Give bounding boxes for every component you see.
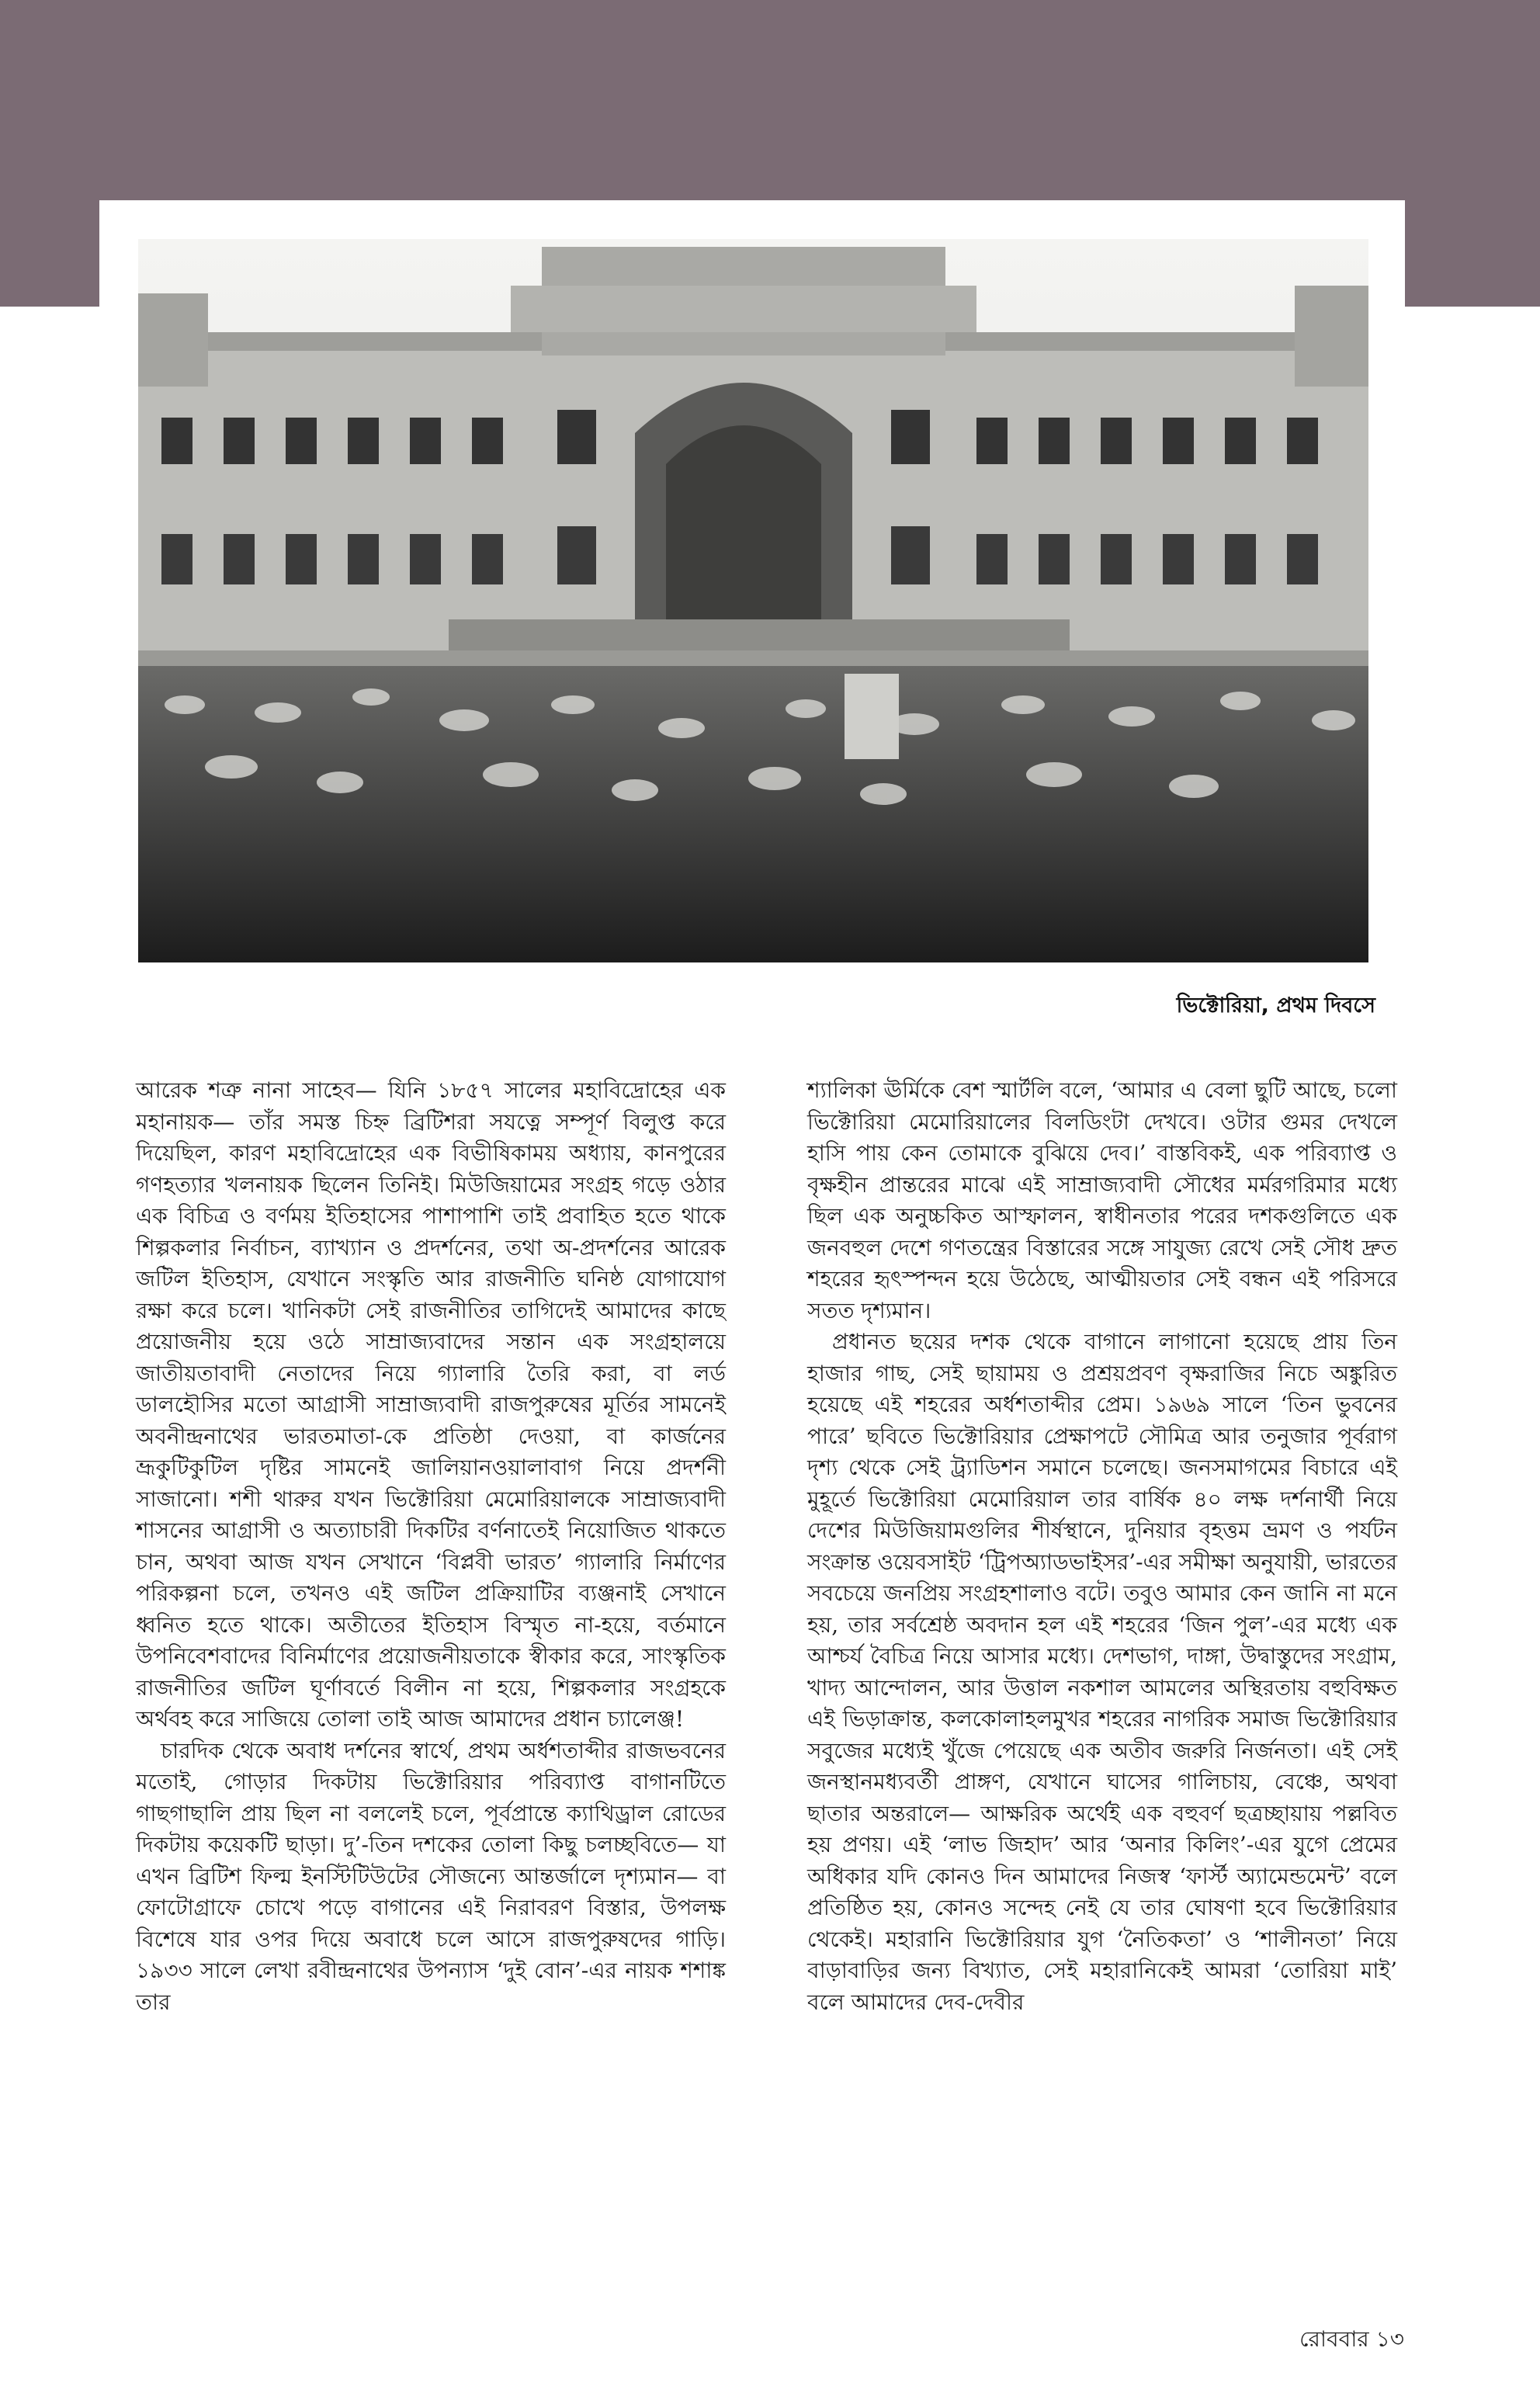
photo-frame — [99, 200, 1405, 1023]
page-footer: রোববার ১৩ — [1299, 2326, 1404, 2352]
paragraph: শ্যালিকা ঊর্মিকে বেশ স্মার্টলি বলে, ‘আমার এ বেলা ছুটি আছে, চলো ভিক্টোরিয়া মেমোরিয়ালের বিলডিংটা দেখবে। ওটার গুমর দেখলে হাসি পায় কেন তোমাকে বুঝিয়ে দেব।’ বাস্তবিকই, এক পরিব্যাপ্ত ও বৃক্ষহীন প্রান্তরের মাঝে এই সাম্রাজ্যবাদী সৌধের মর্মরগরিমার মধ্যে ছিল এক অনুচ্চকিত আস্ফালন, স্বাধীনতার পরের দশকগুলিতে এক জনবহুল দেশে গণতন্ত্রের বিস্তারের সঙ্গে সাযুজ্য রেখে সেই সৌধ দ্রুত শহরের হৃৎস্পন্দন হয়ে উঠেছে, আত্মীয়তার সেই বন্ধন এই পরিসরে সতত দৃশ্যমান। — [807, 1077, 1397, 1323]
paragraph: চারদিক থেকে অবাধ দর্শনের স্বার্থে, প্রথম অর্ধশতাব্দীর রাজভবনের মতোই, গোড়ার দিকটায় ভিক্টোরিয়ার পরিব্যাপ্ত বাগানটিতে গাছগাছালি প্রায় ছিল না বললেই চলে, পূর্বপ্রান্তে ক্যাথিড্রাল রোডের দিকটায় কয়েকটি ছাড়া। দু’-তিন দশকের তোলা কিছু চলচ্ছবিতে— যা এখন ব্রিটিশ ফিল্ম ইনস্টিটিউটের সৌজন্যে আন্তর্জালে দৃশ্যমান— বা ফোটোগ্রাফে চোখে পড়ে বাগানের এই নিরাবরণ বিস্তার, উপলক্ষ বিশেষে যার ওপর দিয়ে অবাধে চলে আসে রাজপুরুষদের গাড়ি। ১৯৩৩ সালে লেখা রবীন্দ্রনাথের উপন্যাস ‘দুই বোন’-এর নায়ক শশাঙ্ক তার — [136, 1737, 726, 2015]
photo-illustration — [138, 239, 1368, 962]
paragraph: আরেক শত্রু নানা সাহেব— যিনি ১৮৫৭ সালের মহাবিদ্রোহের এক মহানায়ক— তাঁর সমস্ত চিহ্ন ব্রিটিশরা সযত্নে সম্পূর্ণ বিলুপ্ত করে দিয়েছিল, কারণ মহাবিদ্রোহের এক বিভীষিকাময় অধ্যায়, কানপুরের গণহত্যার খলনায়ক ছিলেন তিনিই। মিউজিয়ামের সংগ্রহ গড়ে ওঠার এক বিচিত্র ও বর্ণময় ইতিহাসের পাশাপাশি তাই প্রবাহিত হতে থাকে শিল্পকলার নির্বাচন, ব্যাখ্যান ও প্রদর্শনের, তথা অ-প্রদর্শনের আরেক জটিল ইতিহাস, যেখানে সংস্কৃতি আর রাজনীতি ঘনিষ্ঠ যোগাযোগ রক্ষা করে চলে। খানিকটা সেই রাজনীতির তাগিদেই আমাদের কাছে প্রয়োজনীয় হয়ে ওঠে সাম্রাজ্যবাদের সন্তান এক সংগ্রহালয়ে জাতীয়তাবাদী নেতাদের নিয়ে গ্যালারি তৈরি করা, বা লর্ড ডালহৌসির মতো আগ্রাসী সাম্রাজ্যবাদী রাজপুরুষের মূর্তির সামনেই অবনীন্দ্রনাথের ভারতমাতা-কে প্রতিষ্ঠা দেওয়া, বা কার্জনের ভ্রূকুটিকুটিল দৃষ্টির সামনেই জালিয়ানওয়ালাবাগ নিয়ে প্রদর্শনী সাজানো। শশী থারুর যখন ভিক্টোরিয়া মেমোরিয়ালকে সাম্রাজ্যবাদী শাসনের আগ্রাসী ও অত্যাচারী দিকটির বর্ণনাতেই নিয়োজিত থাকতে চান, অথবা আজ যখন সেখানে ‘বিপ্লবী ভারত’ গ্যালারি নির্মাণের পরিকল্পনা চলে, তখনও এই জটিল প্রক্রিয়াটির ব্যঞ্জনাই সেখানে ধ্বনিত হতে থাকে। অতীতের ইতিহাস বিস্মৃত না-হয়ে, বর্তমানে উপনিবেশবাদের বিনির্মাণের প্রয়োজনীয়তাকে স্বীকার করে, সাংস্কৃতিক রাজনীতির জটিল ঘূর্ণাবর্তে বিলীন না হয়ে, শিল্পকলার সংগ্রহকে অর্থবহ করে সাজিয়ে তোলা তাই আজ আমাদের প্রধান চ্যালেঞ্জ! — [136, 1077, 726, 1732]
photo-caption: ভিক্টোরিয়া, প্রথম দিবসে — [1176, 994, 1375, 1018]
paragraph: প্রধানত ছয়ের দশক থেকে বাগানে লাগানো হয়েছে প্রায় তিন হাজার গাছ, সেই ছায়াময় ও প্রশ্রয়প্রবণ বৃক্ষরাজির নিচে অঙ্কুরিত হয়েছে এই শহরের অর্ধশতাব্দীর প্রেম। ১৯৬৯ সালে ‘তিন ভুবনের পারে’ ছবিতে ভিক্টোরিয়ার প্রেক্ষাপটে সৌমিত্র আর তনুজার পূর্বরাগ দৃশ্য থেকে সেই ট্র্যাডিশন সমানে চলেছে। জনসমাগমের বিচারে এই মুহূর্তে ভিক্টোরিয়া মেমোরিয়াল তার বার্ষিক ৪০ লক্ষ দর্শনার্থী নিয়ে দেশের মিউজিয়ামগুলির শীর্ষস্থানে, দুনিয়ার বৃহত্তম ভ্রমণ ও পর্যটন সংক্রান্ত ওয়েবসাইট ‘ট্রিপঅ্যাডভাইসর’-এর সমীক্ষা অনুযায়ী, ভারতের সবচেয়ে জনপ্রিয় সংগ্রহশালাও বটে। তবুও আমার কেন জানি না মনে হয়, তার সর্বশ্রেষ্ঠ অবদান হল এই শহরের ‘জিন পুল’-এর মধ্যে এক আশ্চর্য বৈচিত্র নিয়ে আসার মধ্যে। দেশভাগ, দাঙ্গা, উদ্বাস্তুদের সংগ্রাম, খাদ্য আন্দোলন, আর উত্তাল নকশাল আমলের অস্থিরতায় বহুবিক্ষত এই ভিড়াক্রান্ত, কলকোলাহলমুখর শহরের নাগরিক সমাজ ভিক্টোরিয়ার সবুজের মধ্যেই খুঁজে পেয়েছে এক অতীব জরুরি নির্জনতা। এই সেই জনস্থানমধ্যবর্তী প্রাঙ্গণ, যেখানে ঘাসের গালিচায়, বেঞ্চে, অথবা ছাতার অন্তরালে— আক্ষরিক অর্থেই এক বহুবর্ণ ছত্রচ্ছায়ায় পল্লবিত হয় প্রণয়। এই ‘লাভ জিহাদ’ আর ‘অনার কিলিং’-এর যুগে প্রেমের অধিকার যদি কোনও দিন আমাদের নিজস্ব ‘ফার্স্ট অ্যামেন্ডমেন্ট’ বলে প্রতিষ্ঠিত হয়, কোনও সন্দেহ নেই যে তার ঘোষণা হবে ভিক্টোরিয়ার থেকেই। মহারানি ভিক্টোরিয়ার যুগ ‘নৈতিকতা’ ও ‘শালীনতা’ নিয়ে বাড়াবাড়ির জন্য বিখ্যাত, সেই মহারানিকেই আমরা ‘তোরিয়া মাই’ বলে আমাদের দেব-দেবীর — [807, 1329, 1397, 2015]
article-column-left — [136, 1075, 726, 2018]
victoria-memorial-photo — [138, 239, 1368, 962]
article-column-right — [807, 1075, 1397, 2018]
